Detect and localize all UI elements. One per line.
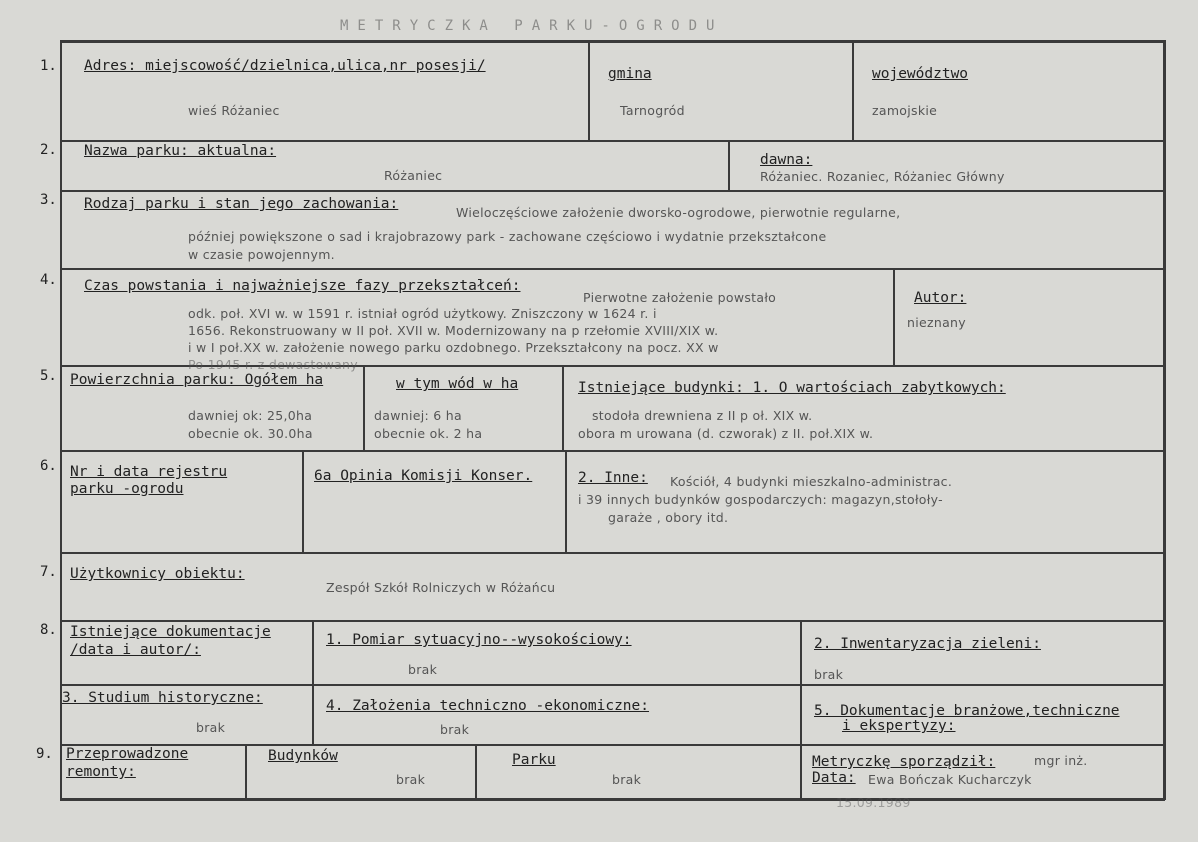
- prepared-by-label: Metryczkę sporządził:: [812, 754, 996, 770]
- v-line-r2: [728, 140, 730, 190]
- h-line-2: [60, 190, 1165, 192]
- users-value: Zespół Szkół Rolniczych w Różańcu: [326, 580, 556, 595]
- v-line-r9-c: [800, 744, 802, 800]
- park-type-line-1: Wieloczęściowe założenie dworsko-ogrodowe, pierwotnie regularne,: [456, 205, 901, 220]
- park-area-label: Powierzchnia parku: Ogółem ha: [70, 372, 324, 388]
- documentation-label-2: /data i autor/:: [70, 642, 201, 658]
- voivodeship-label: województwo: [872, 66, 969, 82]
- park-name-value: Różaniec: [384, 168, 443, 183]
- date-label: Data:: [812, 770, 856, 786]
- v-line-r8-a: [312, 620, 314, 744]
- greenery-inventory-value: brak: [814, 667, 844, 682]
- voivodeship-value: zamojskie: [872, 103, 938, 118]
- documentation-label-1: Istniejące dokumentacje: [70, 624, 271, 640]
- v-line-r9-b: [475, 744, 477, 800]
- date-stamp: 15.09.1989: [836, 795, 911, 810]
- conservation-opinion-label: 6a Opinia Komisji Konser.: [314, 468, 533, 484]
- survey-label: 1. Pomiar sytuacyjno--wysokościowy:: [326, 632, 632, 648]
- v-line-r9-a: [245, 744, 247, 800]
- historical-study-value: brak: [196, 720, 226, 735]
- row-number-5: 5.: [40, 368, 57, 384]
- row-number-6: 6.: [40, 458, 57, 474]
- register-label-1: Nr i data rejestru: [70, 464, 228, 480]
- park-type-label: Rodzaj parku i stan jego zachowania:: [84, 196, 399, 212]
- v-line-left: [60, 40, 62, 800]
- water-area-label: w tym wód w ha: [396, 376, 519, 392]
- v-line-right: [1163, 40, 1166, 800]
- buildings-repairs-value: brak: [396, 772, 426, 787]
- users-label: Użytkownicy obiektu:: [70, 566, 245, 582]
- row-number-9: 9.: [36, 746, 53, 762]
- prepared-by-value: mgr inż.: [1034, 753, 1088, 768]
- park-area-now: obecnie ok. 30.0ha: [188, 426, 313, 441]
- branch-docs-label-2: i ekspertyzy:: [842, 718, 956, 734]
- other-buildings-label: 2. Inne:: [578, 470, 648, 486]
- row-number-8: 8.: [40, 622, 57, 638]
- branch-docs-label-1: 5. Dokumentacje branżowe,techniczne: [814, 703, 1120, 719]
- historical-study-label: 3. Studium historyczne:: [62, 690, 263, 706]
- h-line-1: [60, 140, 1165, 142]
- park-type-line-3: w czasie powojennym.: [188, 247, 335, 262]
- h-line-3: [60, 268, 1165, 270]
- history-phases-label: Czas powstania i najważniejsze fazy przekształceń:: [84, 278, 521, 294]
- history-phases-line-3: 1656. Rekonstruowany w II poł. XVII w. Modernizowany na p rzełomie XVIII/XIX w.: [188, 323, 719, 338]
- former-name-value: Różaniec. Rozaniec, Różaniec Główny: [760, 169, 1005, 184]
- v-line-r8-b: [800, 620, 802, 744]
- park-repairs-label: Parku: [512, 752, 556, 768]
- existing-buildings-line-1: stodoła drewniena z II p oł. XIX w.: [592, 408, 813, 423]
- v-line-r1-a: [588, 40, 590, 140]
- repairs-label-2: remonty:: [66, 764, 136, 780]
- v-line-r5-b: [562, 365, 564, 450]
- v-line-r6-a: [302, 450, 304, 552]
- other-buildings-line-1: Kościół, 4 budynki mieszkalno-administrac.: [670, 474, 953, 489]
- gmina-label: gmina: [608, 66, 652, 82]
- card-title: METRYCZKA PARKU-OGRODU: [340, 18, 724, 34]
- history-phases-line-4: i w I poł.XX w. założenie nowego parku ozdobnego. Przekształcony na pocz. XX w: [188, 340, 719, 355]
- h-line-top: [60, 40, 1165, 43]
- history-phases-line-5: Po 1945 r. z dewastowany: [188, 357, 358, 372]
- water-area-now: obecnie ok. 2 ha: [374, 426, 483, 441]
- h-line-bottom: [60, 798, 1165, 801]
- existing-buildings-line-2: obora m urowana (d. czworak) z II. poł.XIX w.: [578, 426, 874, 441]
- address-value: wieś Różaniec: [188, 103, 280, 118]
- water-area-former: dawniej: 6 ha: [374, 408, 462, 423]
- park-area-former: dawniej ok: 25,0ha: [188, 408, 313, 423]
- existing-buildings-label: Istniejące budynki: 1. O wartościach zabytkowych:: [578, 380, 1006, 396]
- other-buildings-line-3: garaże , obory itd.: [608, 510, 729, 525]
- repairs-label-1: Przeprowadzone: [66, 746, 189, 762]
- row-number-3: 3.: [40, 192, 57, 208]
- row-number-7: 7.: [40, 564, 57, 580]
- park-name-label: Nazwa parku: aktualna:: [84, 143, 277, 159]
- greenery-inventory-label: 2. Inwentaryzacja zieleni:: [814, 636, 1041, 652]
- history-phases-line-2: odk. poł. XVI w. w 1591 r. istniał ogród użytkowy. Zniszczony w 1624 r. i: [188, 306, 657, 321]
- h-line-6: [60, 552, 1165, 554]
- h-line-8b: [60, 744, 1165, 746]
- former-name-label: dawna:: [760, 152, 813, 168]
- row-number-1: 1.: [40, 58, 57, 74]
- author-value: nieznany: [907, 315, 966, 330]
- v-line-r1-b: [852, 40, 854, 140]
- h-line-5: [60, 450, 1165, 452]
- buildings-repairs-label: Budynków: [268, 748, 338, 764]
- author-name-value: Ewa Bończak Kucharczyk: [868, 772, 1032, 787]
- v-line-r4: [893, 268, 895, 365]
- park-type-line-2: później powiększone o sad i krajobrazowy park - zachowane częściowo i wydatnie przekształcone: [188, 229, 827, 244]
- gmina-value: Tarnogród: [620, 103, 685, 118]
- h-line-8a: [60, 684, 1165, 686]
- row-number-4: 4.: [40, 272, 57, 288]
- tech-econ-label: 4. Założenia techniczno -ekonomiczne:: [326, 698, 650, 714]
- address-label: Adres: miejscowość/dzielnica,ulica,nr posesji/: [84, 58, 486, 74]
- v-line-r6-b: [565, 450, 567, 552]
- tech-econ-value: brak: [440, 722, 470, 737]
- survey-value: brak: [408, 662, 438, 677]
- v-line-r5-a: [363, 365, 365, 450]
- row-number-2: 2.: [40, 142, 57, 158]
- history-phases-line-1: Pierwotne założenie powstało: [583, 290, 777, 305]
- author-label: Autor:: [914, 290, 967, 306]
- h-line-7: [60, 620, 1165, 622]
- park-repairs-value: brak: [612, 772, 642, 787]
- other-buildings-line-2: i 39 innych budynków gospodarczych: magazyn,stołoły-: [578, 492, 943, 507]
- register-label-2: parku -ogrodu: [70, 481, 184, 497]
